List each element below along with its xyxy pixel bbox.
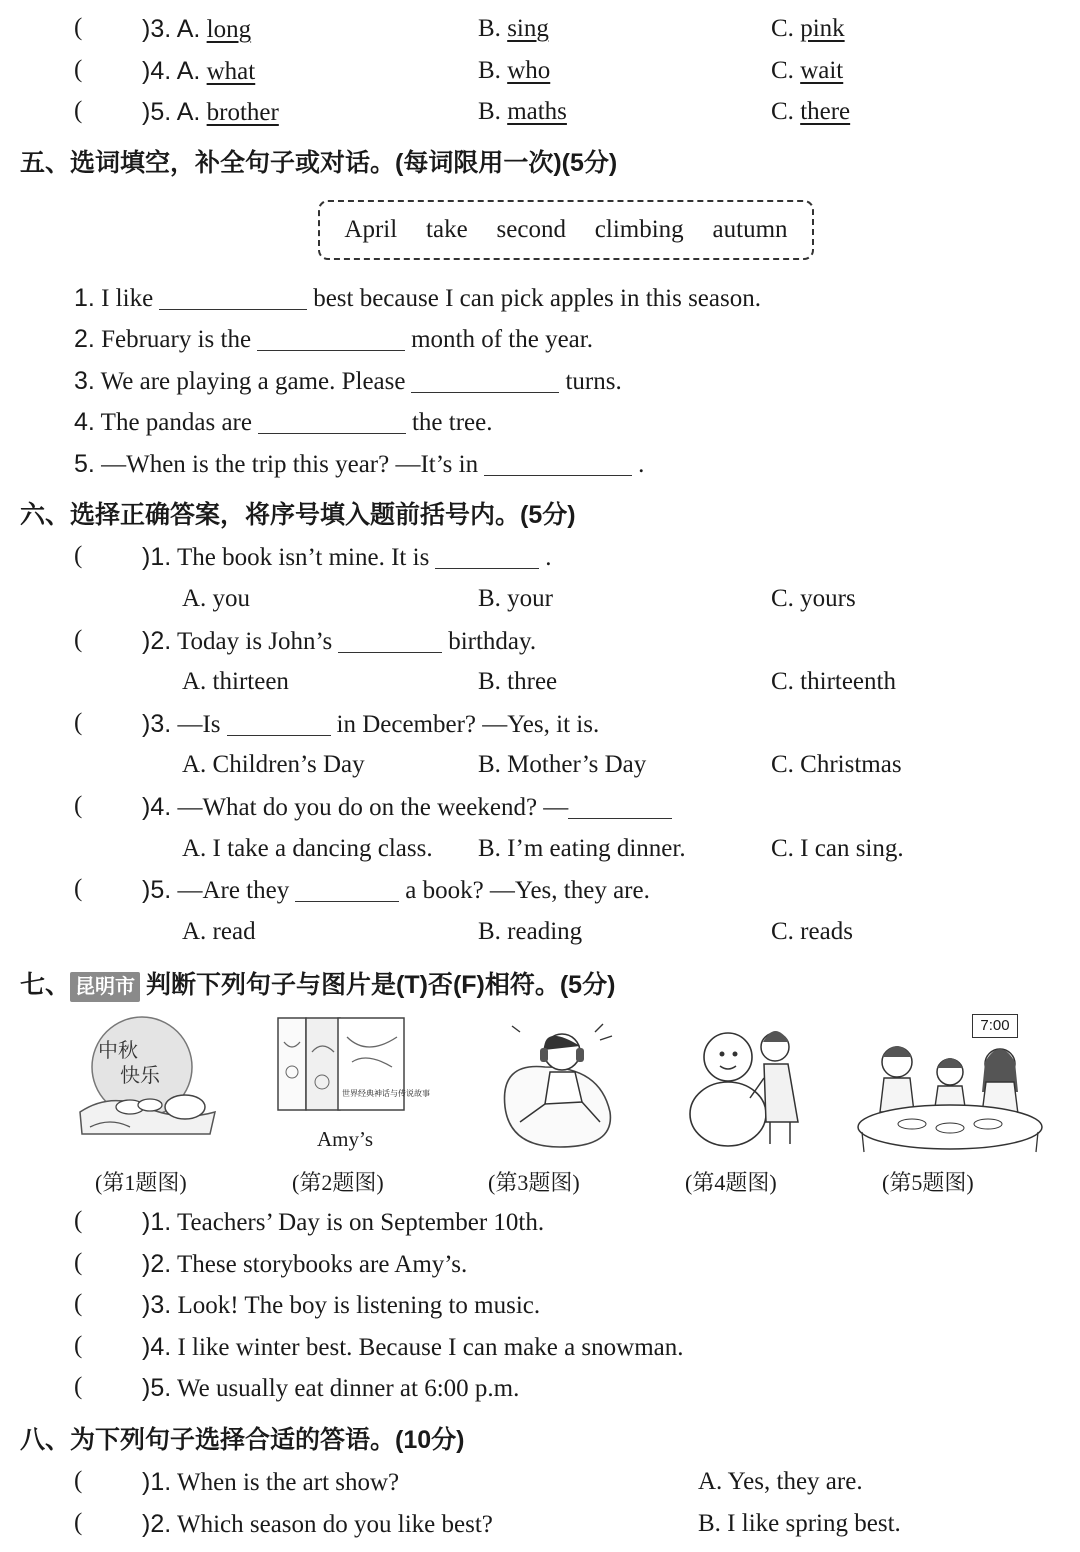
option-a: A. thirteen — [182, 668, 289, 695]
fill-blank-question-5: 5. —When is the trip this year? —It’s in . — [74, 450, 645, 478]
snowman-picture — [680, 1012, 820, 1152]
region-tag: 昆明市 — [70, 972, 140, 1002]
boy-headphones-picture — [490, 1012, 630, 1152]
section-7-heading: 七、 昆明市 判断下列句子与图片是(T)否(F)相符。(5分) — [20, 970, 615, 1002]
fill-blank-question-3: 3. We are playing a game. Please turns. — [74, 367, 622, 395]
mid-autumn-text: 中秋 — [98, 1038, 138, 1062]
book-title-text: 世界经典神话与传说故事 — [342, 1089, 430, 1098]
option-c: C. yours — [771, 585, 856, 612]
section-5-heading: 五、选词填空，补全句子或对话。(每词限用一次)(5分) — [20, 149, 618, 177]
answer-paren[interactable]: ( — [74, 709, 83, 736]
word-bank-item: April — [344, 216, 398, 243]
option-c: there — [800, 98, 851, 125]
answer-blank[interactable] — [568, 794, 672, 819]
option-b: who — [507, 57, 551, 84]
answer-blank[interactable] — [435, 544, 539, 569]
word-bank — [318, 200, 814, 260]
option-b: B. three — [478, 668, 558, 695]
option-a: A. you — [182, 585, 251, 612]
option-c: C. thirteenth — [771, 668, 896, 695]
option-b: B. your — [478, 585, 553, 612]
answer-blank[interactable] — [484, 451, 632, 476]
answer-blank[interactable] — [227, 711, 331, 736]
answer-paren[interactable]: ( — [74, 1290, 83, 1317]
option-a: what — [206, 58, 256, 85]
answer-paren[interactable]: ( — [74, 14, 83, 41]
answer-paren[interactable]: ( — [74, 1509, 83, 1536]
picture-caption-3: (第3题图) — [488, 1170, 580, 1195]
family-dinner-picture — [852, 1012, 1048, 1157]
fill-blank-question-4: 4. The pandas are the tree. — [74, 408, 493, 436]
option-b: maths — [507, 98, 567, 125]
answer-paren[interactable]: ( — [74, 626, 83, 653]
answer-paren[interactable]: ( — [74, 97, 83, 124]
answer-blank[interactable] — [159, 285, 307, 310]
option-a: A. Children’s Day — [182, 751, 365, 778]
section-6-heading: 六、选择正确答案，将序号填入题前括号内。(5分) — [20, 501, 576, 529]
option-b: sing — [507, 15, 549, 42]
word-bank-item: second — [496, 216, 566, 243]
picture-caption-5: (第5题图) — [882, 1170, 974, 1195]
mid-autumn-text: 快乐 — [120, 1063, 160, 1087]
option-c: pink — [800, 15, 845, 42]
option-c: wait — [800, 57, 844, 84]
word-bank-item: autumn — [712, 216, 788, 243]
answer-paren[interactable]: ( — [74, 1373, 83, 1400]
word-bank-item: climbing — [594, 216, 684, 243]
answer-blank[interactable] — [257, 326, 405, 351]
option-a: brother — [206, 99, 279, 126]
answer-option: B. I like spring best. — [698, 1510, 901, 1537]
section-8-heading: 八、为下列句子选择合适的答语。(10分) — [20, 1426, 465, 1454]
option-a: long — [206, 16, 252, 43]
option-a: A. I take a dancing class. — [182, 835, 433, 862]
mid-autumn-picture — [70, 1012, 220, 1152]
answer-paren[interactable]: ( — [74, 875, 83, 902]
answer-paren[interactable]: ( — [74, 542, 83, 569]
option-b: B. Mother’s Day — [478, 751, 647, 778]
amys-label: Amy’s — [317, 1127, 374, 1151]
option-a: A. read — [182, 918, 256, 945]
word-bank-item: take — [426, 216, 468, 243]
answer-paren[interactable]: ( — [74, 792, 83, 819]
answer-blank[interactable] — [295, 877, 399, 902]
fill-blank-question-1: 1. I like best because I can pick apples in this season. — [74, 284, 761, 312]
answer-paren[interactable]: ( — [74, 1332, 83, 1359]
picture-caption-2: (第2题图) — [292, 1170, 384, 1195]
fill-blank-question-2: 2. February is the month of the year. — [74, 325, 593, 353]
option-c: C. Christmas — [771, 751, 902, 778]
clock-display: 7:00 — [972, 1014, 1018, 1038]
picture-caption-4: (第4题图) — [685, 1170, 777, 1195]
answer-paren[interactable]: ( — [74, 1207, 83, 1234]
picture-caption-1: (第1题图) — [95, 1170, 187, 1195]
option-b: B. I’m eating dinner. — [478, 835, 686, 862]
option-b: B. reading — [478, 918, 583, 945]
answer-blank[interactable] — [411, 368, 559, 393]
answer-blank[interactable] — [258, 409, 406, 434]
answer-option: A. Yes, they are. — [698, 1468, 863, 1495]
storybooks-picture — [272, 1012, 430, 1152]
answer-paren[interactable]: ( — [74, 56, 83, 83]
answer-paren[interactable]: ( — [74, 1467, 83, 1494]
answer-paren[interactable]: ( — [74, 1249, 83, 1276]
option-c: C. I can sing. — [771, 835, 904, 862]
option-c: C. reads — [771, 918, 853, 945]
answer-blank[interactable] — [338, 628, 442, 653]
